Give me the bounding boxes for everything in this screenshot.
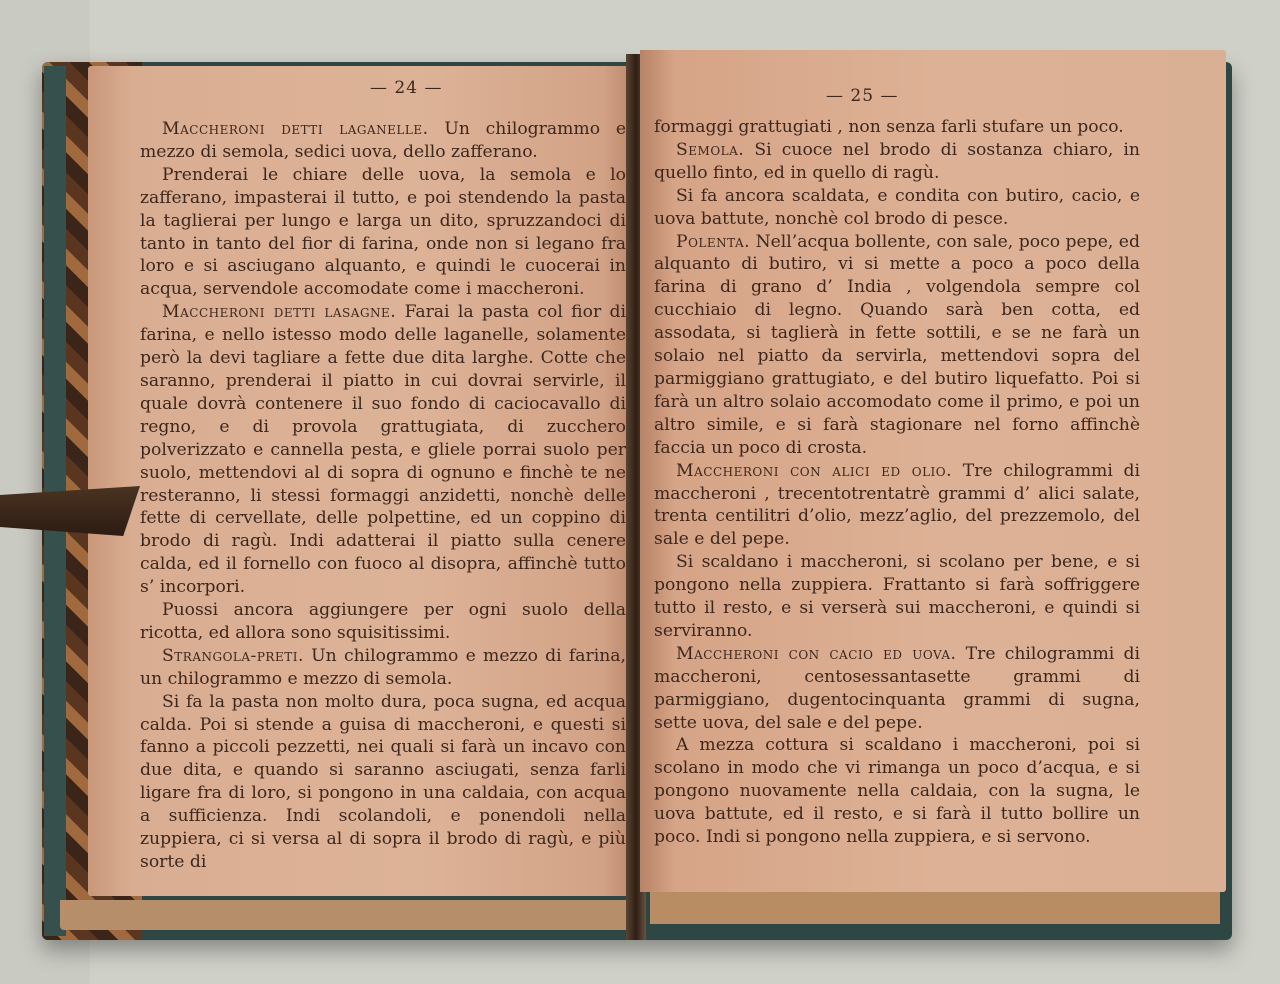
right-page <box>640 50 1226 892</box>
paragraph-body: Si fa ancora scaldata, e condita con butiro, cacio, e uova battute, nonchè col brodo di pesce. <box>654 185 1140 229</box>
left-page <box>88 66 636 896</box>
paragraph-body: A mezza cottura si scaldano i maccheroni, poi si scolano in modo che vi rimanga un poco d’acqua, e si pongono nuovamente nella caldaia, con la sugna, le uova battute, ed il resto, e si farà il tutto bollire un poco. Indi si pongono nella zuppiera, e si servono. <box>654 735 1140 848</box>
paragraph <box>140 164 626 301</box>
paragraph-body: Si scaldano i maccheroni, si scolano per bene, e si pongono nella zuppiera. Frattanto si farà soffriggere tutto il resto, e si verserà sui maccheroni, e quindi si serviranno. <box>654 552 1140 641</box>
paragraph <box>140 645 626 691</box>
recipe-heading: Strangola-preti. <box>162 645 304 666</box>
recipe-heading: Polenta. <box>676 231 751 252</box>
recipe-heading: Maccheroni con cacio ed uova. <box>676 643 957 664</box>
paragraph <box>654 185 1140 231</box>
left-page-number: — 24 — <box>370 78 443 98</box>
paragraph <box>654 734 1140 849</box>
paragraph-body: Un chilogrammo e mezzo di semola, sedici uova, dello zafferano. <box>140 119 626 162</box>
paragraph <box>140 301 626 599</box>
right-page-number: — 25 — <box>826 86 899 106</box>
paragraph <box>654 460 1140 552</box>
recipe-heading: Maccheroni detti laganelle. <box>162 119 429 139</box>
paragraph-body: Tre chilogrammi di maccheroni , trecentotrentatrè grammi d’ alici salate, trenta centilitri d’olio, mezz’aglio, del prezzemolo, del sale e del pepe. <box>654 460 1140 550</box>
paragraph-body: formaggi grattugiati , non senza farli stufare un poco. <box>654 117 1124 137</box>
paragraph <box>654 551 1140 643</box>
right-page-text <box>654 116 1140 849</box>
paragraph-body: Si fa la pasta non molto dura, poca sugna, ed acqua calda. Poi si stende a guisa di maccheroni, e questi si fanno a piccoli pezzetti, nei quali si farà un incavo con due dita, e quando si saranno asciugati, senza farli ligare fra di loro, si pongono in una caldaia, con acqua a sufficienza. Indi scolandoli, e ponendoli nella zuppiera, ci si versa al di sopra il brodo di ragù, e più sorte di <box>140 691 626 872</box>
page-edges-left <box>60 900 635 930</box>
recipe-heading: Maccheroni detti lasagne. <box>162 302 397 323</box>
left-page-text <box>140 118 626 874</box>
paragraph-body: Puossi ancora aggiungere per ogni suolo della ricotta, ed allora sono squisitissimi. <box>140 600 626 643</box>
paragraph-body: Si cuoce nel brodo di sostanza chiaro, in quello finto, ed in quello di ragù. <box>654 139 1140 183</box>
paragraph-body: Un chilogrammo e mezzo di farina, un chilogrammo e mezzo di semola. <box>140 645 626 689</box>
paragraph <box>654 139 1140 185</box>
paragraph <box>654 231 1140 460</box>
recipe-heading: Maccheroni con alici ed olio. <box>676 460 953 481</box>
paragraph <box>654 116 1140 139</box>
paragraph <box>140 599 626 645</box>
recipe-heading: Semola. <box>676 139 745 160</box>
paragraph-body: Nell’acqua bollente, con sale, poco pepe, ed alquanto di butiro, vi si mette a poco a poco della farina di grano d’ India , volgendola sempre col cucchiaio di legno. Quando sarà ben cotta, ed assodata, si taglierà in fette sottili, e se ne farà un solaio nel piatto da servirla, mettendovi sopra del parmiggiano grattugiato, e del butiro liquefatto. Poi si farà un altro solaio accomodato come il primo, e poi un altro simile, e si farà stagionare nel forno affinchè faccia un poco di crosta. <box>654 231 1140 458</box>
paragraph-body: Farai la pasta col fior di farina, e nello istesso modo delle laganelle, solamente però la devi tagliare a fette due dita larghe. Cotte che saranno, prenderai il piatto in cui dovrai servirle, il quale dovrà contenere il suo fondo di caciocavallo di regno, e di provola grattugiata, di zucchero polverizzato e cannella pesta, e gliele porrai suolo per suolo, mettendovi al di sopra di ognuno e finchè te ne resteranno, li stessi formaggi anzidetti, nonchè delle fette di cervellate, delle polpettine, ed un coppino di brodo di ragù. Indi adatterai il piatto sulla cenere calda, ed il fornello con fuoco al disopra, affinchè tutto s’ incorpori. <box>140 302 627 598</box>
paragraph <box>140 691 626 874</box>
paragraph <box>654 643 1140 735</box>
paragraph <box>140 118 626 164</box>
page-edges-right <box>650 888 1220 924</box>
paragraph-body: Tre chilogrammi di maccheroni, centosessantasette grammi di parmiggiano, dugentocinquanta grammi di sugna, sette uova, del sale e del pepe. <box>654 643 1140 733</box>
paragraph-body: Prenderai le chiare delle uova, la semola e lo zafferano, impasterai il tutto, e poi stendendo la pasta la taglierai per lungo e larga un dito, spruzzandoci di tanto in tanto del fior di farina, onde non si legano fra loro e si asciugano alquanto, e quindi le cuocerai in acqua, servendole accomodate come i maccheroni. <box>140 164 626 300</box>
